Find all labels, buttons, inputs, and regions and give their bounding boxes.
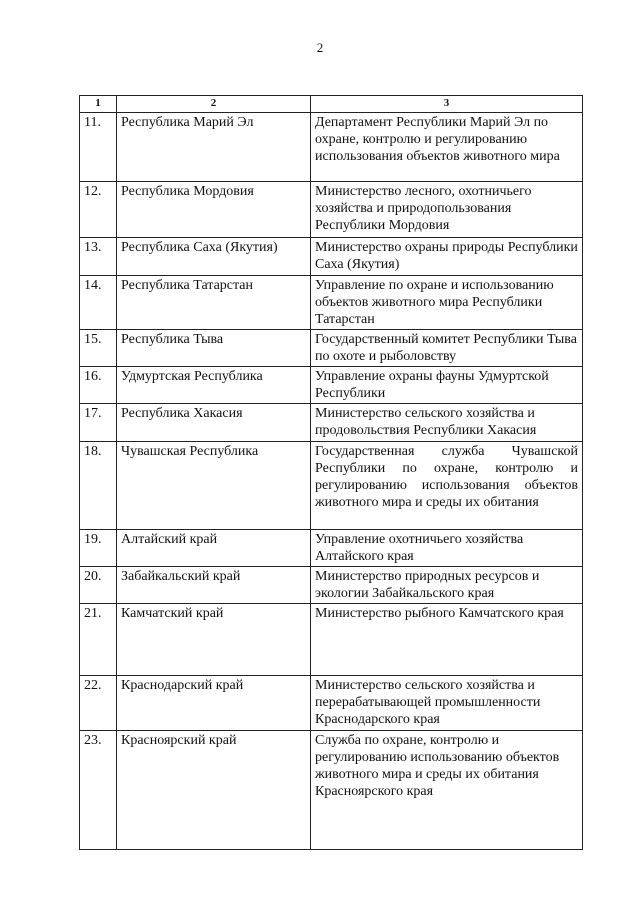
- column-header-authority: 3: [311, 96, 583, 113]
- authority-name: Управление охотничьего хозяйства Алтайского края: [311, 530, 583, 567]
- table-row: [80, 731, 583, 850]
- row-number: 16.: [80, 367, 117, 404]
- region-name: Камчатский край: [117, 604, 311, 676]
- table-row: [80, 238, 583, 276]
- authority-name: Министерство рыбного Камчатского края: [311, 604, 583, 676]
- authority-name: Государственный комитет Республики Тыва по охоте и рыболовству: [311, 330, 583, 367]
- table-row: [80, 367, 583, 404]
- row-number: 22.: [80, 676, 117, 731]
- region-name: Республика Саха (Якутия): [117, 238, 311, 276]
- region-name: Республика Хакасия: [117, 404, 311, 442]
- row-number: 17.: [80, 404, 117, 442]
- row-number: 19.: [80, 530, 117, 567]
- region-name: Красноярский край: [117, 731, 311, 850]
- authority-name: Департамент Республики Марий Эл по охране, контролю и регулированию использования объектов животного мира: [311, 113, 583, 182]
- table-row: [80, 676, 583, 731]
- table-row: [80, 567, 583, 604]
- region-name: Республика Тыва: [117, 330, 311, 367]
- row-number: 20.: [80, 567, 117, 604]
- region-name: Краснодарский край: [117, 676, 311, 731]
- authority-name: Управление по охране и использованию объектов животного мира Республики Татарстан: [311, 276, 583, 330]
- region-name: Республика Мордовия: [117, 182, 311, 238]
- row-number: 23.: [80, 731, 117, 850]
- table-row: [80, 113, 583, 182]
- authority-name: Управление охраны фауны Удмуртской Республики: [311, 367, 583, 404]
- region-name: Алтайский край: [117, 530, 311, 567]
- authority-name: Государственная служба Чувашской Республики по охране, контролю и регулированию использования объектов животного мира и среды их обитания: [311, 442, 583, 530]
- authority-name: Министерство сельского хозяйства и продовольствия Республики Хакасия: [311, 404, 583, 442]
- row-number: 14.: [80, 276, 117, 330]
- row-number: 18.: [80, 442, 117, 530]
- authority-name: Служба по охране, контролю и регулированию использованию объектов животного мира и среды их обитания Красноярского края: [311, 731, 583, 850]
- region-name: Чувашская Республика: [117, 442, 311, 530]
- region-name: Забайкальский край: [117, 567, 311, 604]
- table-row: [80, 404, 583, 442]
- table-header-row: [80, 96, 583, 113]
- table-row: [80, 276, 583, 330]
- table-row: [80, 182, 583, 238]
- column-header-region: 2: [117, 96, 311, 113]
- column-header-number: 1: [80, 96, 117, 113]
- region-name: Республика Татарстан: [117, 276, 311, 330]
- table-row: [80, 442, 583, 530]
- row-number: 15.: [80, 330, 117, 367]
- row-number: 13.: [80, 238, 117, 276]
- region-name: Удмуртская Республика: [117, 367, 311, 404]
- authority-name: Министерство сельского хозяйства и перерабатывающей промышленности Краснодарского края: [311, 676, 583, 731]
- authority-name: Министерство природных ресурсов и экологии Забайкальского края: [311, 567, 583, 604]
- table-row: [80, 330, 583, 367]
- row-number: 21.: [80, 604, 117, 676]
- row-number: 12.: [80, 182, 117, 238]
- table-row: [80, 604, 583, 676]
- region-name: Республика Марий Эл: [117, 113, 311, 182]
- authority-name: Министерство охраны природы Республики Саха (Якутия): [311, 238, 583, 276]
- row-number: 11.: [80, 113, 117, 182]
- authority-name: Министерство лесного, охотничьего хозяйства и природопользования Республики Мордовия: [311, 182, 583, 238]
- table-row: [80, 530, 583, 567]
- page-number: 2: [316, 40, 324, 55]
- regions-table: [79, 95, 583, 850]
